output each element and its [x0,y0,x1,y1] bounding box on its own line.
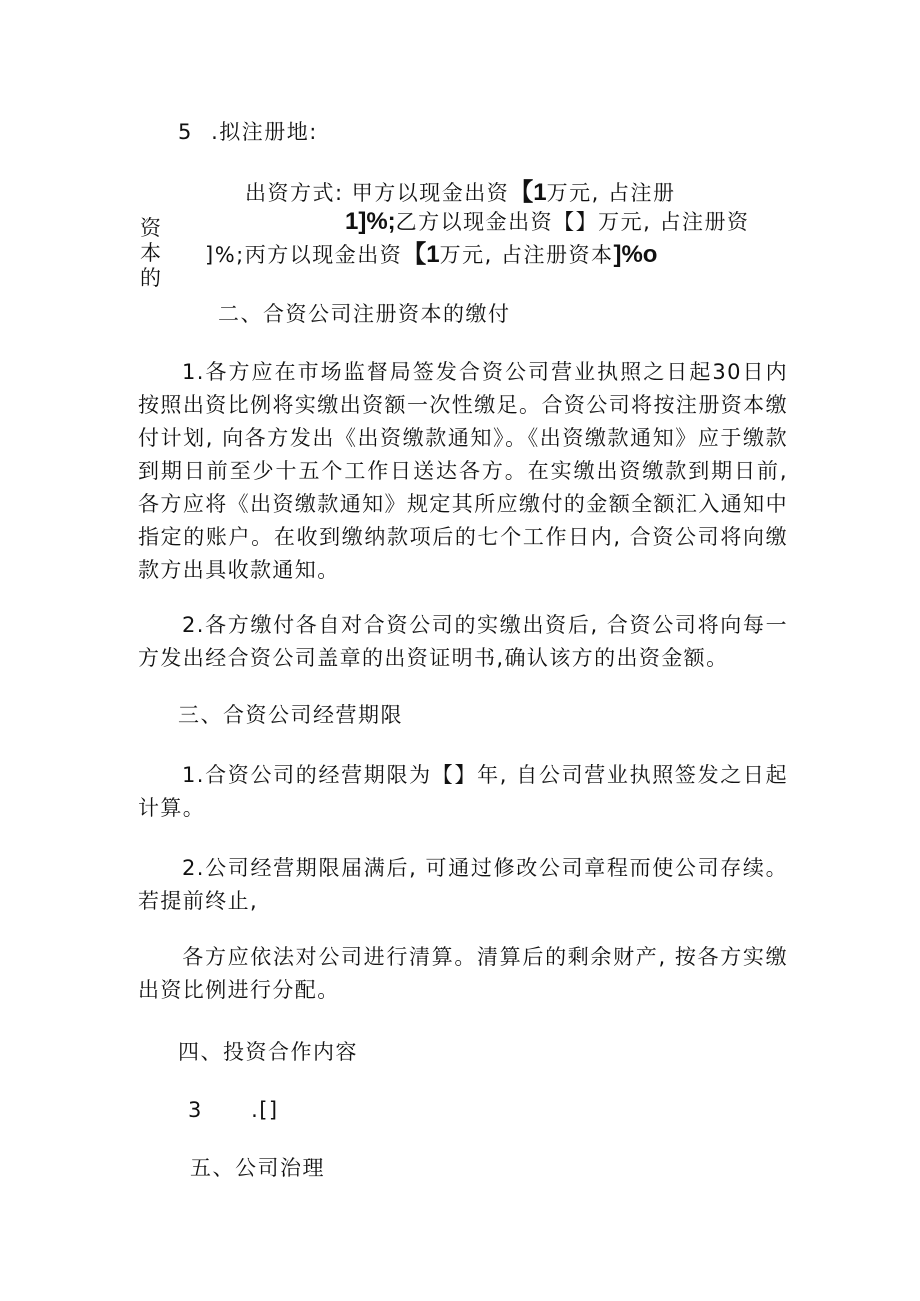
capital-line-3-b: 【1 [402,241,440,268]
section-3-heading: 三、合资公司经营期限 [178,703,403,727]
item-5-number: 5 [178,120,193,144]
section-4-item-number: 3 [188,1098,203,1122]
section-4-item [188,1098,279,1122]
capital-line-3-d: ]%o [613,241,658,268]
capital-line-2 [345,210,750,234]
section-2-paragraph-2-text: 2.各方缴付各自对合资公司的实缴出资后, 合资公司将向每一方发出经合资公司盖章的出资证明书,确认该方的出资金额。 [138,613,788,670]
section-2-heading: 二、合资公司注册资本的缴付 [218,302,511,326]
capital-line-1-b: 【1 [509,179,547,206]
capital-line-2-a: 1]%; [345,208,396,235]
section-3-paragraph-3-text: 各方应依法对公司进行清算。清算后的剩余财产, 按各方实缴出资比例进行分配。 [138,945,788,1002]
section-5-heading: 五、公司治理 [190,1156,325,1180]
side-char-2: 本 [140,241,163,265]
section-2-paragraph-1-text: 1.各方应在市场监督局签发合资公司营业执照之日起30日内按照出资比例将实缴出资额一次性缴足。合资公司将按注册资本缴付计划, 向各方发出《出资缴款通知》。《出资缴款通知》应于缴款到期日前至少十五个工作日送达各方。在实缴出资缴款到期日前, 各方应将《出资缴款通知》规定其所应缴付的金额全额汇入通知中指定的账户。在收到缴纳款项后的七个工作日内, 合资公司将向缴款方出具收款通知。 [138,360,788,582]
section-3-paragraph-1 [138,759,788,825]
item-5-text: .拟注册地: [211,120,318,144]
section-4-heading: 四、投资合作内容 [178,1040,358,1064]
side-char-1: 资 [140,216,163,240]
section-4-item-text: .[] [251,1098,279,1122]
capital-line-3-c: 万元, 占注册资本 [439,243,614,267]
section-3-paragraph-3 [138,941,788,1007]
section-3-paragraph-2 [138,852,788,918]
capital-line-3-a: ]%;丙方以现金出资 [205,243,403,267]
section-2-paragraph-1 [138,356,788,587]
capital-line-3 [205,243,657,267]
capital-line-2-b: 乙方以现金出资【】万元, 占注册资 [395,210,750,234]
capital-line-1-a: 出资方式: 甲方以现金出资 [245,181,510,205]
section-2-paragraph-2 [138,609,788,675]
section-3-paragraph-2-text: 2.公司经营期限届满后, 可通过修改公司章程而使公司存续。若提前终止, [138,856,788,913]
capital-line-1 [245,181,675,205]
side-char-3: 的 [140,266,163,290]
capital-line-1-c: 万元, 占注册 [546,181,676,205]
item-5-line [178,120,318,144]
section-3-paragraph-1-text: 1.合资公司的经营期限为【】年, 自公司营业执照签发之日起计算。 [138,763,788,820]
